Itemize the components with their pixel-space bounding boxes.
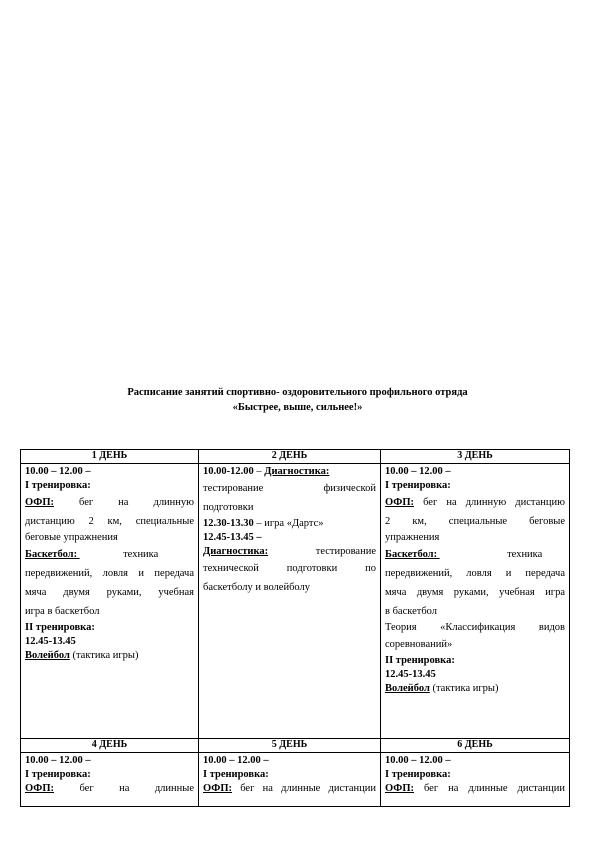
day6-ofp-text: бег на длинные дистанции	[423, 783, 565, 794]
day3-volley-text: (тактика игры)	[432, 683, 499, 694]
day3-ofp-label: ОФП:	[385, 497, 414, 508]
day3-basket-line-a	[385, 545, 565, 564]
day1-volley-line	[25, 649, 194, 663]
day3-ofp-text-a: бег на длинную дистанцию	[423, 497, 566, 508]
day5-ofp-label: ОФП:	[203, 783, 232, 794]
day3-theory-a: Теория «Классификация видов	[385, 622, 565, 633]
day3-time: 10.00 – 12.00 –	[385, 466, 451, 477]
day1-time: 10.00 – 12.00 –	[25, 466, 91, 477]
day6-ofp-label: ОФП:	[385, 783, 414, 794]
day6-ofp-line	[385, 782, 565, 796]
day3-volley-label: Волейбол	[385, 683, 430, 694]
day1-basket-line-d: игра в баскетбол	[25, 606, 100, 617]
day3-ofp-line-c: упражнения	[385, 532, 440, 543]
day3-ofp-line-a	[385, 493, 565, 512]
day3-training-2: II тренировка:	[385, 655, 455, 666]
day2-diag1-text-a: тестирование физической	[203, 483, 376, 494]
day-6-cell	[381, 753, 570, 807]
day-1-cell	[21, 464, 199, 739]
day2-diag2-text-c: баскетболу и волейболу	[203, 582, 311, 593]
header-row-1	[21, 450, 570, 464]
day-1-header: 1 ДЕНЬ	[21, 450, 199, 464]
day2-diag2-text-b: технической подготовки по	[203, 563, 376, 574]
day-2-cell	[199, 464, 381, 739]
day5-time: 10.00 – 12.00 –	[203, 755, 269, 766]
day3-time-2: 12.45-13.45	[385, 669, 436, 680]
day3-basket-label: Баскетбол:	[385, 549, 438, 560]
day2-darts-line	[203, 517, 376, 531]
day1-basket-text-a: техника	[123, 549, 159, 560]
day3-basket-text-a: техника	[507, 549, 543, 560]
day5-ofp-line	[203, 782, 376, 796]
day-3-cell	[381, 464, 570, 739]
header-row-2	[21, 739, 570, 753]
day1-training-1: I тренировка:	[25, 480, 91, 491]
day1-volley-label: Волейбол	[25, 650, 70, 661]
title-line-1: Расписание занятий спортивно- оздоровительного профильного отряда	[127, 387, 468, 398]
day-6-header: 6 ДЕНЬ	[381, 739, 570, 753]
day3-theory-b: соревнований»	[385, 639, 453, 650]
day-3-header: 3 ДЕНЬ	[381, 450, 570, 464]
day1-training-2: II тренировка:	[25, 622, 95, 633]
day1-basket-line-c: мяча двумя руками, учебная	[25, 587, 194, 598]
day5-training-1: I тренировка:	[203, 769, 269, 780]
day3-basket-line-b: передвижений, ловля и передача	[385, 568, 565, 579]
day5-ofp-text: бег на длинные дистанции	[240, 783, 376, 794]
day3-basket-line-c: мяча двумя руками, учебная игра	[385, 587, 565, 598]
day1-ofp-text-a: бег на длинную	[79, 497, 195, 508]
day2-diag-line-1: 10.00-12.00 – Диагностика:	[203, 466, 330, 477]
day6-time: 10.00 – 12.00 –	[385, 755, 451, 766]
day-5-header: 5 ДЕНЬ	[199, 739, 381, 753]
day2-time-3: 12.45-13.45 –	[203, 532, 262, 543]
schedule-title	[0, 385, 595, 415]
schedule-row-2	[21, 753, 570, 807]
day2-darts: – игра «Дартс»	[256, 518, 324, 529]
day1-basket-label: Баскетбол:	[25, 549, 78, 560]
day1-basket-line-a	[25, 545, 194, 564]
day2-diag2-text-a: тестирование	[315, 546, 376, 557]
day-5-cell	[199, 753, 381, 807]
day2-diag2-label: Диагностика:	[203, 546, 269, 557]
day2-time-1: 10.00-12.00	[203, 466, 254, 477]
day3-ofp-line-b: 2 км, специальные беговые	[385, 516, 565, 527]
day2-diag1-text-b: подготовки	[203, 502, 254, 513]
day3-training-1: I тренировка:	[385, 480, 451, 491]
day3-volley-line	[385, 682, 565, 696]
day-4-header: 4 ДЕНЬ	[21, 739, 199, 753]
title-line-2: «Быстрее, выше, сильнее!»	[232, 402, 363, 413]
day1-ofp-line-a	[25, 493, 194, 512]
day4-time: 10.00 – 12.00 –	[25, 755, 91, 766]
day-2-header: 2 ДЕНЬ	[199, 450, 381, 464]
day1-ofp-line-c: беговые упражнения	[25, 532, 118, 543]
day3-basket-line-d: в баскетбол	[385, 606, 438, 617]
day4-ofp-text: бег на длинные	[79, 783, 194, 794]
schedule-row-1	[21, 464, 570, 739]
day4-ofp-line	[25, 782, 194, 796]
day1-volley-text: (тактика игры)	[72, 650, 139, 661]
day4-ofp-label: ОФП:	[25, 783, 54, 794]
schedule-table	[20, 449, 570, 807]
day4-training-1: I тренировка:	[25, 769, 91, 780]
day1-basket-line-b: передвижений, ловля и передача	[25, 568, 194, 579]
day2-time-2: 12.30-13.30	[203, 518, 254, 529]
day1-ofp-label: ОФП:	[25, 497, 54, 508]
day1-time-2: 12.45-13.45	[25, 636, 76, 647]
day6-training-1: I тренировка:	[385, 769, 451, 780]
day2-diag2-line-a	[203, 545, 376, 559]
day2-diag1-label: Диагностика:	[264, 466, 330, 477]
day-4-cell	[21, 753, 199, 807]
day1-ofp-line-b: дистанцию 2 км, специальные	[25, 516, 194, 527]
